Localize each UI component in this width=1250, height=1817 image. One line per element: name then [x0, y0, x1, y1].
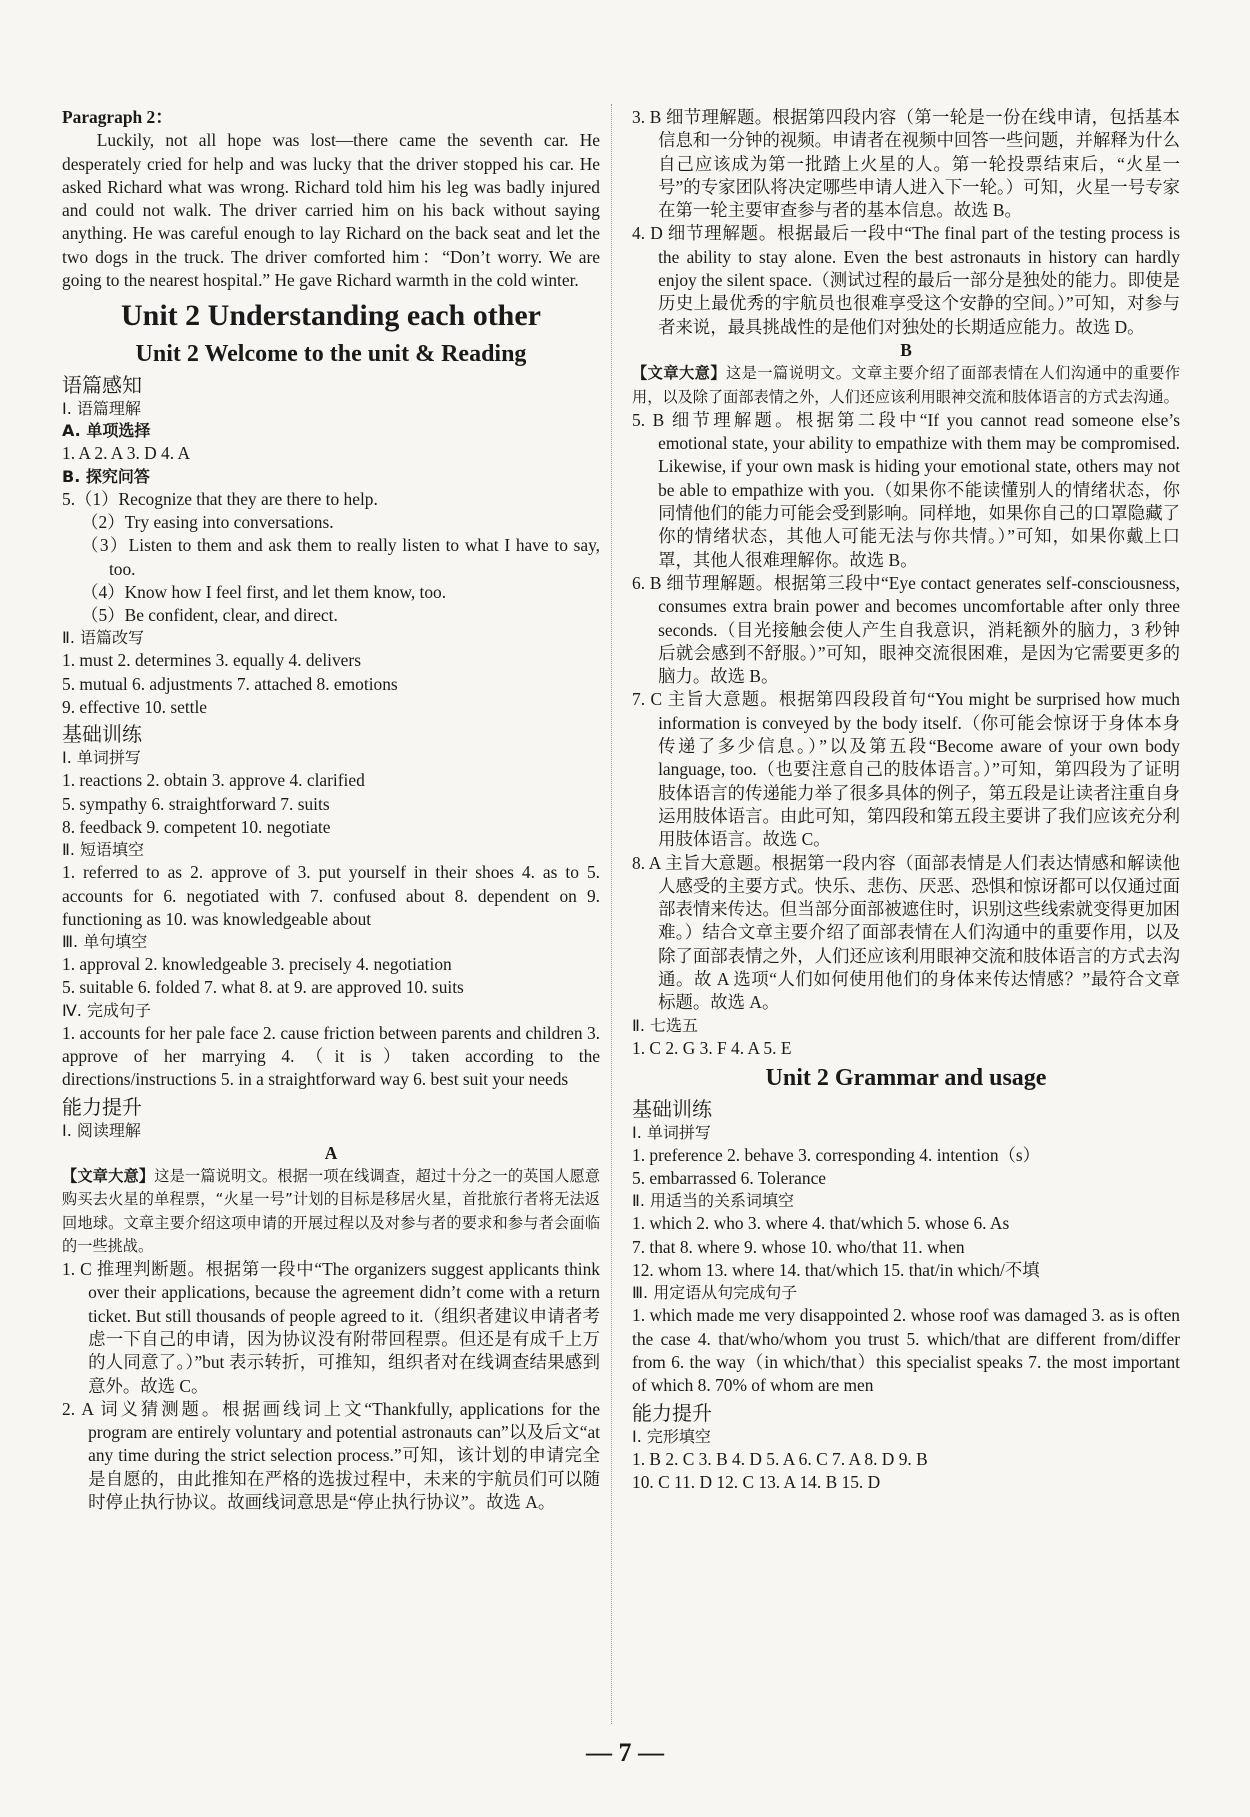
answer-paragraph: 1. accounts for her pale face 2. cause friction between parents and children 3. approve of her marrying 4.（it is）taken according to the directions/instructions 5. in a straightforward way 6. best suit your needs — [62, 1022, 600, 1090]
answer-line: （4）Know how I feel first, and let them know, too. — [81, 581, 447, 602]
answer-line: 7. that 8. where 9. whose 10. who/that 11. when — [632, 1236, 965, 1257]
passage-label: A — [324, 1142, 338, 1163]
summary-label: 【文章大意】 — [62, 1166, 155, 1185]
right-column — [632, 106, 1180, 1494]
answer-explanation: 6. B 细节理解题。根据第三段中“Eye contact generates self-consciousness, consumes extra brain power and becomes uncomfortable after only three seconds.（目光接触会使人产生自我意识，消耗额外的脑力，3 秒钟后就会感到不舒服。）”可知，眼神交流很困难，是因为它需要更多的脑力。故选 B。 — [632, 572, 1180, 687]
answer-line: 9. effective 10. settle — [62, 697, 208, 718]
answer-paragraph: 1. referred to as 2. approve of 3. put yourself in their shoes 4. as to 5. accounts for 6. negotiated with 7. confused about 8. dependent on 9. functioning as 10. was knowledgeable about — [62, 862, 600, 929]
answer-line: 1. which 2. who 3. where 4. that/which 5. whose 6. As — [632, 1213, 1010, 1234]
section-heading: 基础训练 — [632, 1096, 712, 1121]
unit-subtitle: Unit 2 Welcome to the unit & Reading — [135, 341, 527, 368]
answer-line: 8. feedback 9. competent 10. negotiate — [62, 816, 331, 837]
subsection-heading: B. 探究问答 — [62, 466, 150, 486]
subsection-heading: Ⅱ. 语篇改写 — [62, 628, 145, 648]
answer-line: 5. sympathy 6. straightforward 7. suits — [62, 793, 330, 814]
subsection-heading: A. 单项选择 — [62, 421, 151, 441]
column-divider — [611, 104, 612, 1724]
answer-line: 5. mutual 6. adjustments 7. attached 8. emotions — [62, 673, 398, 694]
answer-line: 1. preference 2. behave 3. corresponding 4. intention（s） — [632, 1144, 1041, 1165]
answer-explanation: 3. B 细节理解题。根据第四段内容（第一轮是一份在线申请，包括基本信息和一分钟的视频。申请者在视频中回答一些问题，并解释为什么自己应该成为第一批踏上火星的人。第一轮投票结束后，“火星一号”的专家团队将决定哪些申请人进入下一轮。）可知，火星一号专家在第一轮主要审查参与者的基本信息。故选 B。 — [632, 107, 1180, 221]
passage-summary — [632, 362, 1180, 409]
answer-line: （3）Listen to them and ask them to really listen to what I have to say, too. — [81, 535, 600, 579]
summary-text: 这是一篇说明文。文章主要介绍了面部表情在人们沟通中的重要作用，以及除了面部表情之外，人们还应该利用眼神交流和肢体语言的方式去沟通。 — [632, 364, 1181, 406]
answer-explanation: 5. B 细节理解题。根据第二段中“If you cannot read someone else’s emotional state, your ability to empathize with them may be compromised. Likewise, if your own mask is hiding your emotional state, others may not be able to empathize with you.（如果你不能读懂别人的情绪状态，你同情他们的能力可能会受到影响。同样地，如果你自己的口罩隐藏了你的情绪状态，其他人可能无法与你共情。）”可知，如果你戴上口罩，其他人很难理解你。故选 B。 — [632, 409, 1180, 570]
answer-paragraph: 1. which made me very disappointed 2. whose roof was damaged 3. as is often the case 4. that/who/whom you trust 5. which/that are different from/differ from 6. the way（in which/that）this specialist speaks 7. the most important of which 8. 70% of whom are men — [632, 1305, 1180, 1396]
left-column — [62, 106, 600, 1514]
answer-line: 5. embarrassed 6. Tolerance — [632, 1168, 827, 1189]
paragraph-label: Paragraph 2： — [62, 107, 173, 127]
answer-line: （2）Try easing into conversations. — [81, 511, 334, 532]
answer-explanation: 2. A 词义猜测题。根据画线词上文“Thankfully, applications for the program are entirely voluntary and potential astronauts can”以及后文“at any time during the strict selection process.”可知，该计划的申请完全是自愿的，由此推知在严格的选拔过程中，未来的宇航员们可以随时停止执行协议。故画线词意思是“停止执行协议”。故选 A。 — [62, 1398, 600, 1513]
answer-line: 1. A 2. A 3. D 4. A — [62, 443, 191, 464]
answer-explanation: 4. D 细节理解题。根据最后一段中“The final part of the testing process is the ability to stay alone. Even the best astronauts in history can hardly enjoy the silent space.（测试过程的最后一部分是独处的能力。即使是历史上最优秀的宇航员也很难享受这个安静的空间。）”可知，对参与者来说，最具挑战性的是他们对独处的长期适应能力。故选 D。 — [632, 223, 1180, 337]
answer-line: 1. approval 2. knowledgeable 3. precisely 4. negotiation — [62, 954, 452, 975]
subsection-heading: Ⅰ. 完形填空 — [632, 1426, 711, 1446]
passage-label: B — [900, 339, 912, 360]
subsection-heading: Ⅰ. 语篇理解 — [62, 399, 141, 419]
subsection-heading: Ⅰ. 单词拼写 — [62, 748, 141, 768]
grammar-title: Unit 2 Grammar and usage — [765, 1064, 1047, 1091]
answer-line: 1. must 2. determines 3. equally 4. delivers — [62, 650, 361, 671]
paragraph-2-text — [62, 129, 600, 292]
subsection-heading: Ⅰ. 阅读理解 — [62, 1120, 141, 1140]
answer-line: 5.（1）Recognize that they are there to help. — [62, 488, 378, 509]
subsection-heading: Ⅲ. 用定语从句完成句子 — [632, 1283, 798, 1303]
answer-line: 5. suitable 6. folded 7. what 8. at 9. are approved 10. suits — [62, 977, 464, 998]
paragraph-2-body: Luckily, not all hope was lost—there came the seventh car. He desperately cried for help and was lucky that the driver stopped his car. He asked Richard what was wrong. Richard told him his leg was badly injured and could not walk. The driver carried him on his back without saying anything. He was careful enough to lay Richard on the back seat and let the two dogs in the truck. The driver comforted him：“Don’t worry. We are going to the nearest hospital.” He gave Richard warmth in the cold winter. — [62, 130, 600, 291]
answer-line: （5）Be confident, clear, and direct. — [81, 605, 338, 626]
subsection-heading: Ⅲ. 单句填空 — [62, 932, 148, 952]
section-heading: 能力提升 — [632, 1400, 712, 1425]
unit-title: Unit 2 Understanding each other — [120, 299, 541, 333]
summary-label: 【文章大意】 — [632, 364, 727, 383]
answer-explanation: 1. C 推理判断题。根据第一段中“The organizers suggest applicants think over their applications, because the agreement didn’t come with a return ticket. But still thousands of people agreed to it.（组织者建议申请者考虑一下自己的申请，因为协议没有附带回程票。但还是有成千上万的人同意了。）”but 表示转折，可推知，组织者对在线调查结果感到意外。故选 C。 — [62, 1259, 600, 1396]
subsection-heading: Ⅱ. 用适当的关系词填空 — [632, 1191, 795, 1211]
section-heading: 语篇感知 — [62, 373, 142, 398]
answer-line: 10. C 11. D 12. C 13. A 14. B 15. D — [632, 1471, 881, 1492]
page-number: — 7 — — [586, 1738, 664, 1767]
subsection-heading: Ⅳ. 完成句子 — [62, 1000, 151, 1020]
subsection-heading: Ⅰ. 单词拼写 — [632, 1122, 711, 1142]
answer-line: 1. reactions 2. obtain 3. approve 4. clarified — [62, 770, 365, 791]
passage-summary — [62, 1165, 600, 1258]
subsection-heading: Ⅱ. 七选五 — [632, 1015, 699, 1035]
section-heading: 基础训练 — [62, 722, 142, 747]
answer-explanation: 8. A 主旨大意题。根据第一段内容（面部表情是人们表达情感和解读他人感受的主要方式。快乐、悲伤、厌恶、恐惧和惊讶都可以仅通过面部表情来传达。但当部分面部被遮住时，识别这些线索就变得更加困难。）结合文章主要介绍了面部表情在人们沟通中的重要作用，以及除了面部表情之外，人们还应该利用眼神交流和肢体语言的方式去沟通。故 A 选项“人们如何使用他们的身体来传达情感？”最符合文章标题。故选 A。 — [632, 852, 1180, 1013]
subsection-heading: Ⅱ. 短语填空 — [62, 840, 145, 860]
answer-line: 1. C 2. G 3. F 4. A 5. E — [632, 1037, 792, 1058]
section-heading: 能力提升 — [62, 1094, 142, 1119]
answer-line: 1. B 2. C 3. B 4. D 5. A 6. C 7. A 8. D 9. B — [632, 1448, 928, 1469]
summary-text: 这是一篇说明文。根据一项在线调查，超过十分之一的英国人愿意购买去火星的单程票，“火星一号”计划的目标是移居火星，首批旅行者将无法返回地球。文章主要介绍这项申请的开展过程以及对参与者的要求和参与者会面临的一些挑战。 — [62, 1166, 601, 1255]
answer-line: 12. whom 13. where 14. that/which 15. that/in which/不填 — [632, 1260, 1040, 1281]
answer-explanation: 7. C 主旨大意题。根据第四段段首句“You might be surprised how much information is conveyed by the body itself.（你可能会惊讶于身体本身传递了多少信息。）”以及第五段“Become aware of your own body language, too.（也要注意自己的肢体语言。）”可知，第四段为了证明肢体语言的传递能力举了很多具体的例子，第五段是让读者注重自身运用肢体语言。由此可知，第四段和第五段主要讲了我们应该充分利用肢体语言。故选 C。 — [632, 689, 1180, 850]
